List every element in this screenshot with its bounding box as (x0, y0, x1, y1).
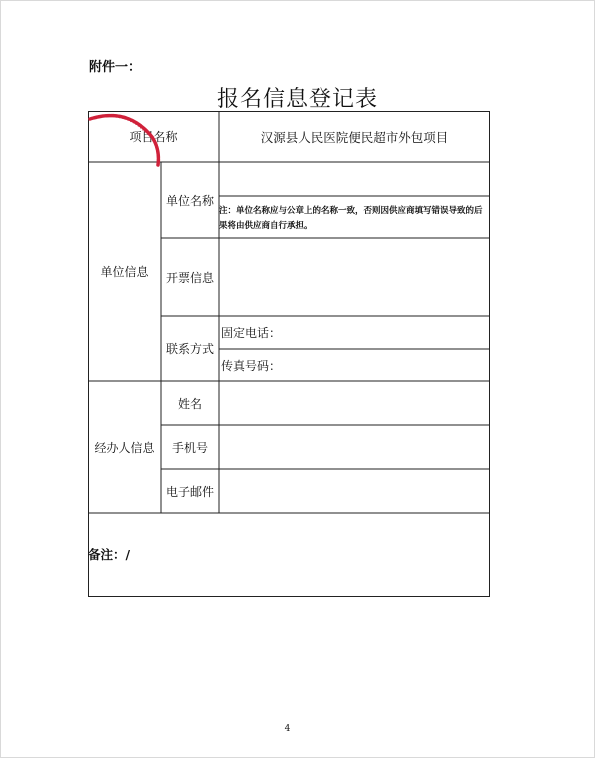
remark-label: 备注：/ (88, 547, 131, 562)
handler-name-field[interactable] (219, 381, 490, 425)
handler-email-label: 电子邮件 (165, 484, 214, 499)
invoice-info-field[interactable] (219, 238, 490, 316)
project-name-label: 项目名称 (129, 130, 178, 144)
unit-info-label: 单位信息 (100, 265, 149, 279)
form-title: 报名信息登记表 (216, 87, 378, 112)
landline-field[interactable]: 固定电话： (221, 326, 282, 340)
fax-field[interactable]: 传真号码： (221, 358, 282, 373)
contact-label: 联系方式 (165, 342, 214, 356)
red-seal-fragment-icon (88, 111, 168, 171)
unit-name-field[interactable] (219, 162, 490, 196)
handler-mobile-field[interactable] (219, 425, 490, 469)
attachment-label: 附件一： (89, 60, 142, 75)
page-number: 4 (284, 724, 291, 734)
invoice-info-label: 开票信息 (165, 270, 214, 285)
handler-mobile-label: 手机号 (171, 440, 208, 455)
unit-name-note: 注：单位名称应与公章上的名称一致，否则因供应商填写错误导致的后果将由供应商自行承担。 (219, 206, 483, 231)
unit-name-label: 单位名称 (165, 193, 214, 208)
registration-table (88, 111, 490, 597)
handler-name-label: 姓名 (177, 396, 202, 411)
project-name-value: 汉源县人民医院便民超市外包项目 (260, 129, 449, 145)
handler-info-label: 经办人信息 (94, 440, 155, 455)
handler-email-field[interactable] (219, 469, 490, 513)
